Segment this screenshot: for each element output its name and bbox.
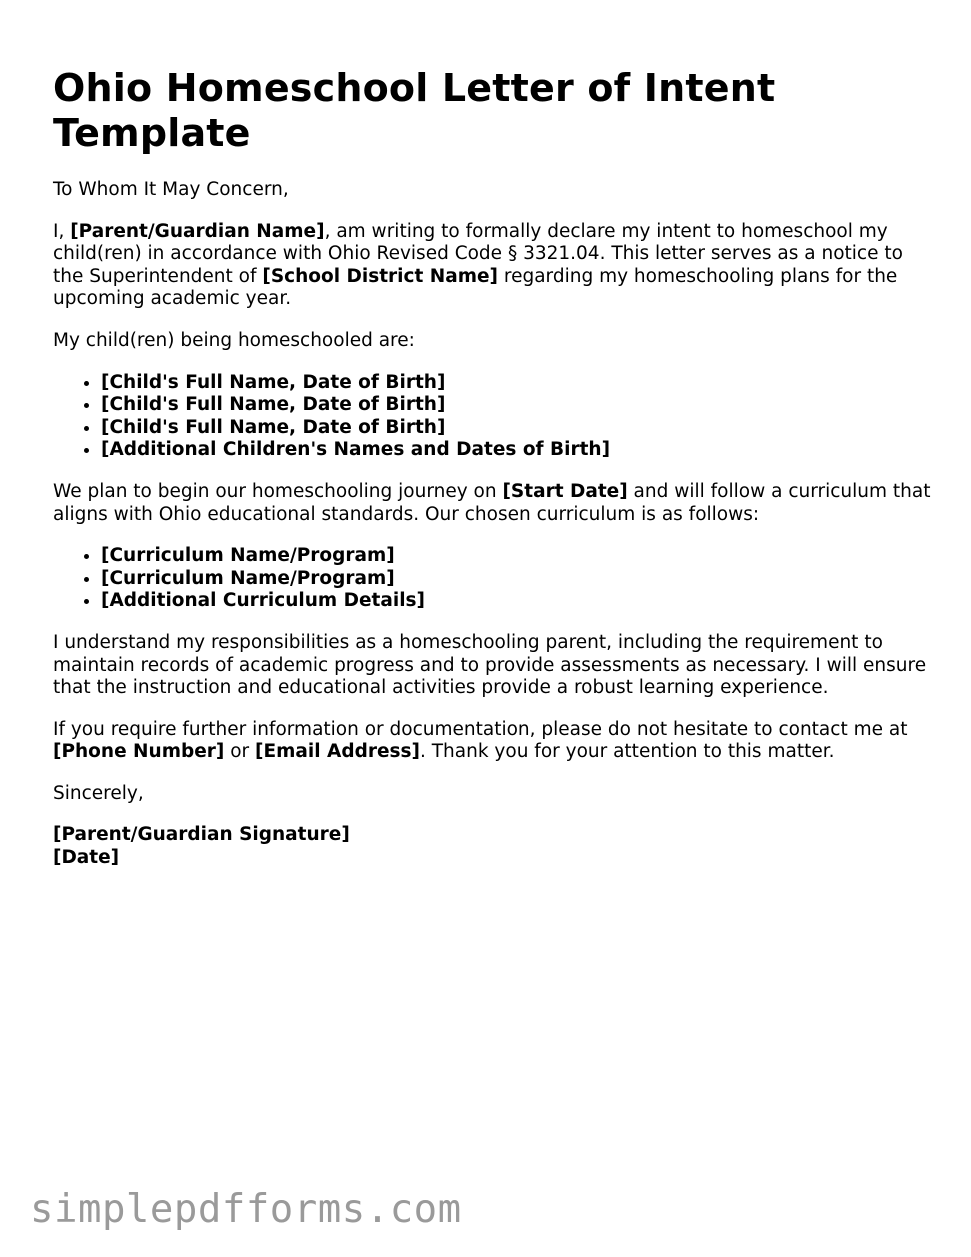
letter-document bbox=[53, 66, 933, 889]
children-list bbox=[53, 372, 933, 462]
school-district-placeholder: [School District Name] bbox=[262, 265, 499, 287]
child-list-item: • [Additional Children's Names and Dates of Birth] bbox=[101, 439, 933, 462]
watermark: simplepdfforms.com bbox=[30, 1187, 462, 1232]
curriculum-list-item: • [Curriculum Name/Program] bbox=[101, 545, 933, 568]
intro-text-2: , am writing to formally declare my intent to homeschool my child(ren) in accordance with Ohio Revised Code § 3321.04. This letter serves as a notice to the Superintendent of bbox=[53, 220, 903, 287]
signature-block bbox=[53, 824, 933, 869]
plan-text-2: and will follow a curriculum that aligns with Ohio educational standards. Our chosen curriculum is as follows: bbox=[53, 480, 931, 525]
salutation: To Whom It May Concern, bbox=[53, 179, 289, 200]
plan-paragraph bbox=[53, 481, 933, 526]
contact-text-1: If you require further information or documentation, please do not hesitate to contact me at bbox=[53, 718, 908, 740]
responsibilities-paragraph: I understand my responsibilities as a homeschooling parent, including the requirement to maintain records of academic progress and to provide assessments as necessary. I will ensure that the instruction and educational activities provide a robust learning experience. bbox=[53, 631, 927, 699]
contact-text-3: . Thank you for your attention to this matter. bbox=[419, 741, 835, 763]
phone-placeholder: [Phone Number] bbox=[53, 741, 225, 763]
child-list-item: • [Child's Full Name, Date of Birth] bbox=[101, 372, 933, 395]
curriculum-list-item: • [Additional Curriculum Details] bbox=[101, 590, 933, 613]
curriculum-list-item: • [Curriculum Name/Program] bbox=[101, 568, 933, 591]
date-placeholder: [Date] bbox=[53, 847, 120, 869]
parent-name-placeholder: [Parent/Guardian Name] bbox=[70, 220, 325, 242]
child-list-item: • [Child's Full Name, Date of Birth] bbox=[101, 394, 933, 417]
intro-text-3: regarding my homeschooling plans for the upcoming academic year. bbox=[53, 265, 898, 310]
start-date-placeholder: [Start Date] bbox=[502, 480, 628, 502]
intro-paragraph bbox=[53, 221, 933, 311]
signature-placeholder: [Parent/Guardian Signature] bbox=[53, 824, 350, 846]
children-intro: My child(ren) being homeschooled are: bbox=[53, 329, 415, 351]
page-title: Ohio Homeschool Letter of Intent Template bbox=[53, 66, 776, 155]
email-placeholder: [Email Address] bbox=[255, 741, 420, 763]
intro-text-1: I, bbox=[53, 220, 71, 242]
contact-text-2: or bbox=[224, 741, 256, 763]
closing: Sincerely, bbox=[53, 782, 144, 804]
contact-paragraph bbox=[53, 719, 933, 764]
plan-text-1: We plan to begin our homeschooling journey on bbox=[53, 480, 503, 502]
curriculum-list bbox=[53, 545, 933, 613]
child-list-item: • [Child's Full Name, Date of Birth] bbox=[101, 417, 933, 440]
